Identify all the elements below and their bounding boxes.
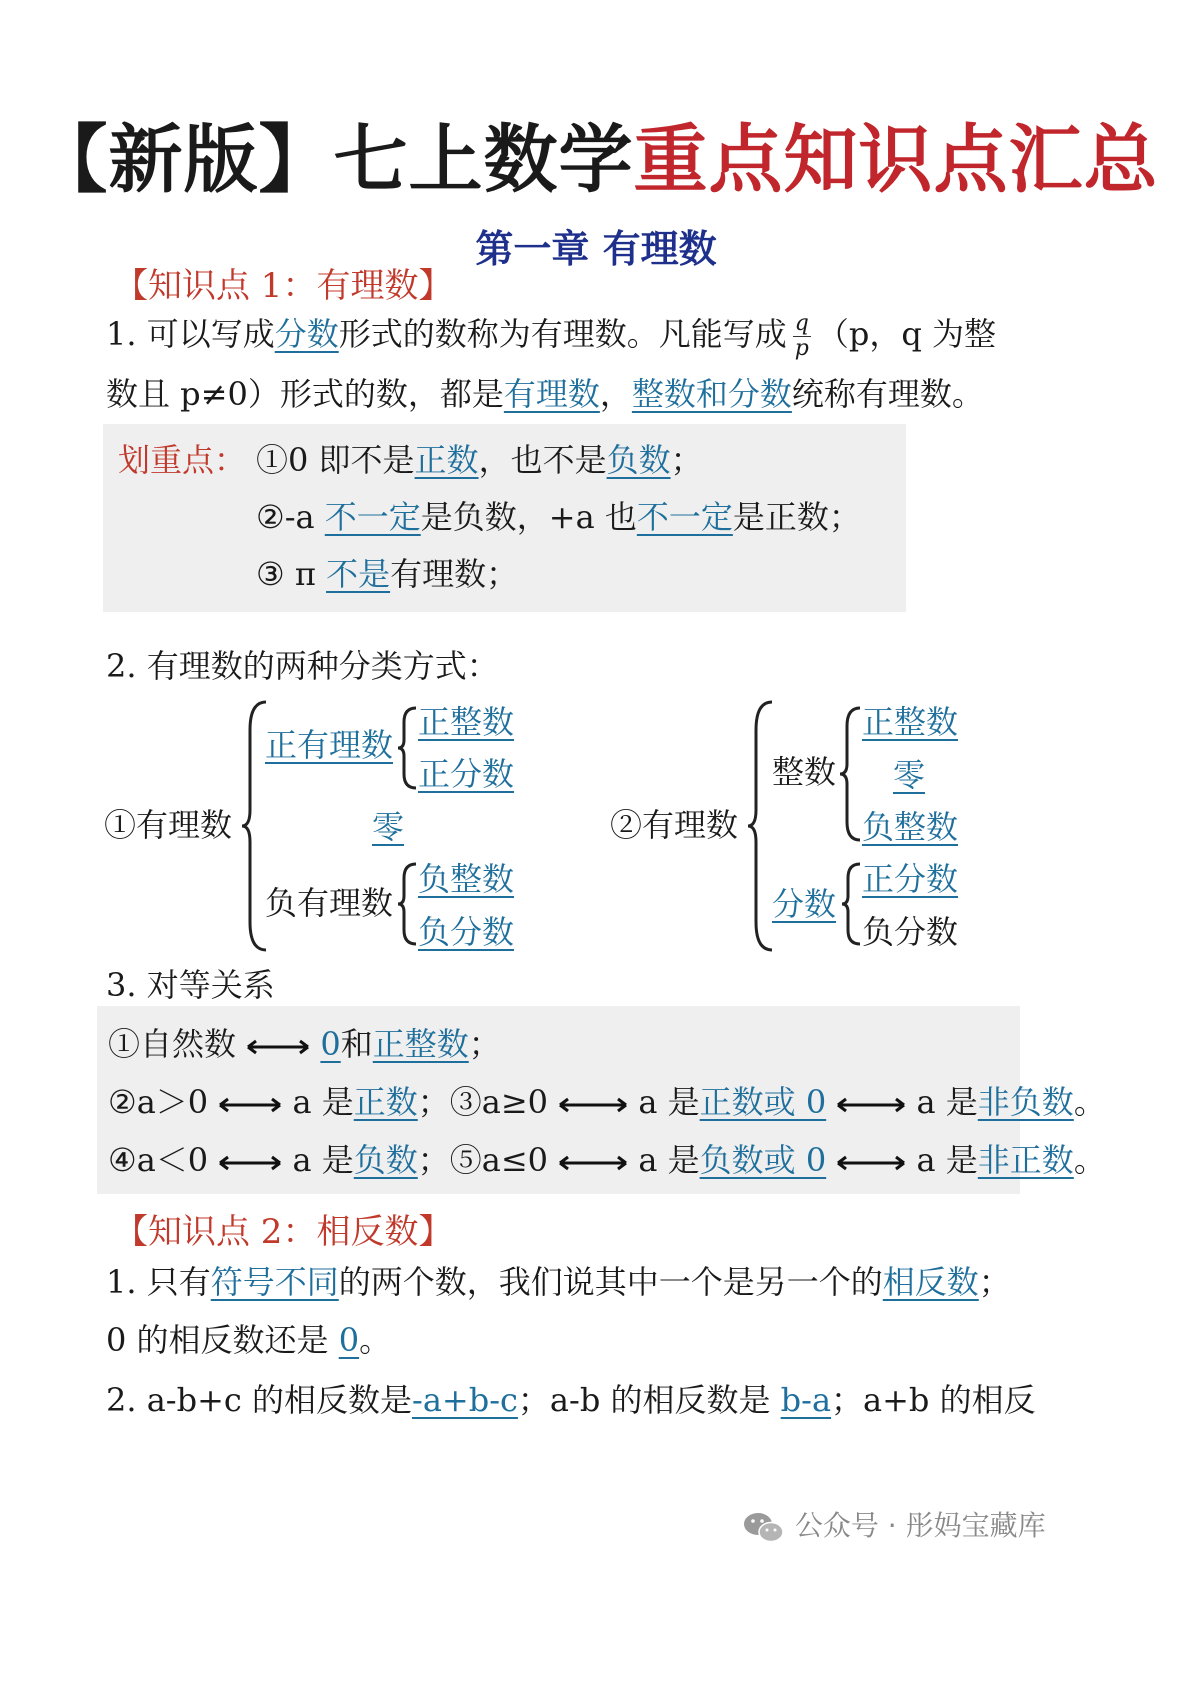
double-arrow-icon [558, 1097, 628, 1113]
fraction-denominator: p [794, 336, 809, 361]
text: ； [468, 1025, 501, 1063]
chapter-title: 第一章 有理数 [475, 227, 717, 271]
class1-root: ①有理数 [104, 806, 233, 844]
class2-zero: 零 [893, 756, 926, 794]
highlight-line2 [256, 497, 861, 537]
highlight-label: 划重点： [118, 441, 247, 479]
blank-answer: 相反数 [882, 1263, 979, 1301]
blank-answer: 非正数 [977, 1141, 1074, 1179]
s1-line2 [106, 374, 984, 414]
highlight-line1 [256, 440, 703, 480]
double-arrow-icon [218, 1097, 282, 1113]
text: 形式的数称为有理数。凡能写成 [338, 315, 787, 353]
kp1-heading: 【知识点 1：有理数】 [114, 266, 453, 306]
blank-answer: 分数 [274, 315, 339, 353]
s4-line3 [106, 1380, 1036, 1420]
class1-neg-frac: 负分数 [418, 913, 515, 951]
text: ；a+b 的相反 [831, 1381, 1036, 1419]
blank-answer: b-a [780, 1381, 832, 1419]
wechat-icon [742, 1510, 786, 1544]
text: 1. 只有 [106, 1263, 211, 1301]
blank-answer: 正数 [353, 1083, 418, 1121]
class1-pos: 正有理数 [265, 726, 394, 764]
double-arrow-icon [836, 1097, 906, 1113]
relation-row-2 [108, 1082, 1106, 1122]
text: ②-a [256, 498, 325, 536]
s4-line1 [106, 1262, 1011, 1302]
text: 1. 可以写成 [106, 315, 275, 353]
text: 是正数； [732, 498, 861, 536]
text: 统称有理数。 [791, 375, 984, 413]
blank-answer: -a+b-c [412, 1381, 518, 1419]
text: ①自然数 [108, 1025, 237, 1063]
double-arrow-icon [836, 1155, 906, 1171]
fraction-q-over-p [793, 312, 811, 361]
highlight-line3 [256, 554, 518, 594]
relation-row-3 [108, 1140, 1106, 1180]
text: 。 [1073, 1141, 1106, 1179]
page-title [0, 118, 1192, 202]
text: a 是 [916, 1141, 978, 1179]
text: ①0 即不是 [256, 441, 415, 479]
text: 数且 p≠0）形式的数，都是 [106, 375, 504, 413]
blank-answer: 非负数 [977, 1083, 1074, 1121]
blank-answer: 符号不同 [210, 1263, 339, 1301]
text: ， [599, 375, 632, 413]
blank-answer: 不一定 [636, 498, 733, 536]
text: 。 [1073, 1083, 1106, 1121]
class2-neg-int: 负整数 [862, 808, 959, 846]
class1-pos-frac: 正分数 [418, 755, 515, 793]
text: ；a-b 的相反数是 [517, 1381, 781, 1419]
class2-int: 整数 [772, 753, 837, 791]
class2-int-brace [838, 706, 862, 842]
s3-heading: 3. 对等关系 [106, 966, 275, 1004]
text: a 是 [916, 1083, 978, 1121]
class1-neg-brace [396, 862, 418, 946]
blank-answer: 负数 [353, 1141, 418, 1179]
double-arrow-icon [246, 1039, 310, 1055]
class2-pos-frac: 正分数 [862, 860, 959, 898]
blank-answer: 不一定 [324, 498, 421, 536]
title-part1: 【新版】七上数学 [33, 117, 634, 203]
class2-frac: 分数 [772, 885, 837, 923]
text: 。 [359, 1321, 392, 1359]
blank-answer: 正整数 [372, 1025, 469, 1063]
blank-answer: 负数或 0 [699, 1141, 827, 1179]
text: ； [978, 1263, 1011, 1301]
text: ； [670, 441, 703, 479]
text: 的两个数，我们说其中一个是另一个的 [338, 1263, 883, 1301]
blank-answer: 整数和分数 [631, 375, 792, 413]
blank-answer: 不是 [326, 555, 391, 593]
text: ③ π [256, 555, 327, 593]
relation-row-1 [108, 1024, 501, 1064]
blank-answer: 负数 [606, 441, 671, 479]
kp2-heading: 【知识点 2：相反数】 [114, 1212, 453, 1252]
text: （p，q 为整 [816, 315, 996, 353]
text: ，也不是 [478, 441, 607, 479]
text: ；⑤a≤0 [417, 1141, 549, 1179]
blank-answer: 正数 [414, 441, 479, 479]
blank-answer: 正数或 0 [699, 1083, 827, 1121]
blank-answer: 0 [320, 1025, 341, 1063]
text: 有理数； [390, 555, 519, 593]
s4-line2 [106, 1320, 391, 1360]
text: 0 的相反数还是 [106, 1321, 339, 1359]
blank-answer: 有理数 [503, 375, 600, 413]
fraction-numerator: q [794, 311, 809, 336]
class2-root: ②有理数 [610, 806, 739, 844]
text: a 是 [638, 1141, 700, 1179]
text: 是负数，+a 也 [420, 498, 637, 536]
s2-heading: 2. 有理数的两种分类方式： [106, 647, 499, 685]
class1-pos-int: 正整数 [418, 703, 515, 741]
blank-answer: 0 [338, 1321, 360, 1359]
s1-line1 [106, 312, 996, 361]
text: a 是 [292, 1083, 354, 1121]
text: 2. a-b+c 的相反数是 [106, 1381, 412, 1419]
class1-pos-brace [396, 706, 418, 790]
double-arrow-icon [558, 1155, 628, 1171]
title-part2: 重点知识点汇总 [633, 117, 1159, 203]
class2-pos-int: 正整数 [862, 703, 959, 741]
text: 和 [340, 1025, 373, 1063]
text: ；③a≥0 [417, 1083, 549, 1121]
text: a 是 [292, 1141, 354, 1179]
double-arrow-icon [218, 1155, 282, 1171]
class2-frac-brace [840, 862, 862, 946]
text: ④a＜0 [108, 1141, 209, 1179]
class1-neg-int: 负整数 [418, 860, 515, 898]
class2-neg-frac: 负分数 [862, 913, 959, 951]
text: a 是 [638, 1083, 700, 1121]
class1-zero: 零 [372, 808, 405, 846]
text: ②a＞0 [108, 1083, 209, 1121]
class1-neg: 负有理数 [265, 884, 394, 922]
watermark-text: 公众号 · 彤妈宝藏库 [794, 1509, 1046, 1542]
watermark [742, 1504, 1046, 1544]
